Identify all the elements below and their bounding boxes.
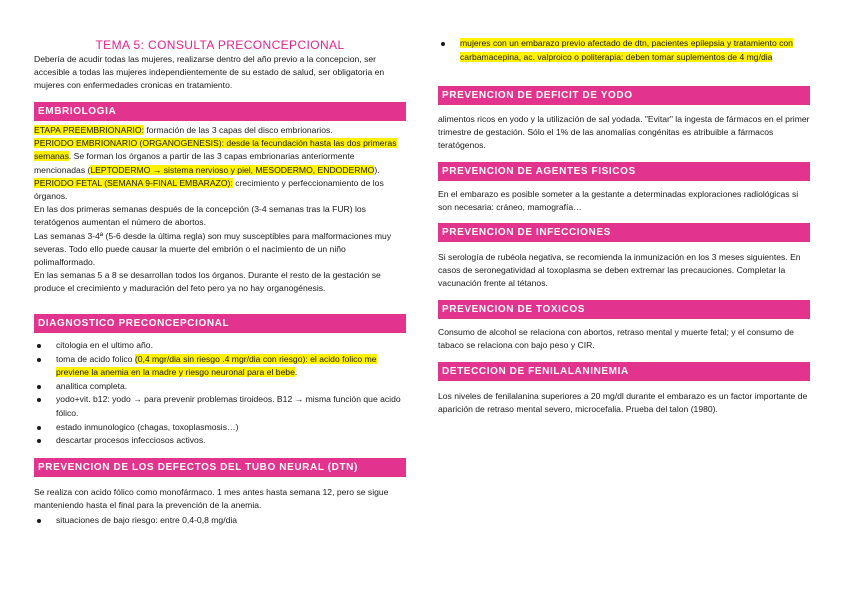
section-heading-fenilalaninemia: DETECCION DE FENILALANINEMIA [438,362,810,381]
list-item [438,37,810,64]
acido-folico-pre: toma de acido folico [56,353,135,364]
fenil-paragraph: Los niveles de fenilalanina superiores a 20 mg/dl durante el embarazo es un factor importante de aparición de retraso mental severo, microcefalia. Prueba del talon (1980). [438,391,808,415]
periodo-fetal [34,177,406,203]
dtn-list-left [34,514,406,528]
embriologia-content [34,124,406,296]
fisicos-paragraph: En el embarazo es posible someter a la gestante a determinadas exploraciones radiológicas si son necesaria: cráneo, mamografía… [438,189,799,213]
etapa-preembrionaria [34,124,406,137]
embriologia-paragraph-3: En las semanas 5 a 8 se desarrollan todos los órganos. Durante el resto de la gestación se produce el crecimiento y maduración del feto pero ya no hay organogénesis. [34,270,381,294]
dtn-list-right [438,37,810,64]
toxicos-text [438,326,810,352]
list-item: descartar procesos infecciosos activos. [34,434,406,448]
infecciones-paragraph: Si serología de rubéola negativa, se recomienda la inmunización en los 3 meses siguientes. En casos de seronegatividad al toxoplasma se deben extremar las precauciones. Completar la vacunación frente al tétanos. [438,252,801,289]
acido-folico-post: . [294,367,298,378]
etapa-preembrionaria-label: ETAPA PREEMBRIONARIO: [34,125,144,135]
toxicos-paragraph: Consumo de alcohol se relaciona con abortos, retraso mental y muerte fetal; y el consumo de tabaco se relaciona con bajo peso y CIR. [438,327,794,351]
section-heading-fisicos: PREVENCION DE AGENTES FISICOS [438,162,810,181]
section-heading-infecciones: PREVENCION DE INFECCIONES [438,223,810,242]
dtn-paragraph: Se realiza con acido fólico como monofármaco. 1 mes antes hasta semana 12, pero se sigue manteniendo hasta el final para la prevención de la anemia. [34,487,389,511]
dtn-riesgo-alto: mujeres con un embarazo previo afectado de dtn, pacientes epilepsia y tratamiento con carbamacepina, ac. valproico o politerapia: deben tomar suplementos de 4 mg/dia [460,38,793,62]
periodo-embrionario-text: . Se forman los órganos a partir de las 3 capas embrionarias anteriormente mencionadas ( [34,151,355,175]
list-item: situaciones de bajo riesgo: entre 0,4-0,8 mg/dia [34,514,406,528]
periodo-fetal-label: PERIODO FETAL (SEMANA 9-FINAL EMBARAZO): [34,177,233,188]
dtn-text [34,486,406,512]
diagnostico-list [34,339,406,448]
fisicos-text [438,188,810,214]
fenil-text [438,390,810,416]
periodo-embrionario-end: ). [374,164,380,175]
list-item: citologia en el ultimo año. [34,339,406,353]
list-item [34,353,406,380]
acido-folico-highlight: (0,4 mgr/dia sin riesgo .4 mgr/dia con riesgo): el acido folico me previene la anemia en la madre y riesgo neuronal para el bebe [56,353,377,378]
list-item: yodo+vit. b12: yodo → para prevenir problemas tiroideos. B12 → misma función que acido fólico. [34,393,406,420]
section-heading-dtn: PREVENCION DE LOS DEFECTOS DEL TUBO NEURAL (DTN) [34,458,406,477]
etapa-preembrionaria-text: formación de las 3 capas del disco embrionarios. [144,125,333,135]
section-heading-toxicos: PREVENCION DE TOXICOS [438,300,810,319]
section-heading-diagnostico: DIAGNOSTICO PRECONCEPCIONAL [34,314,406,333]
section-heading-yodo: PREVENCION DE DEFICIT DE YODO [438,86,810,105]
list-item: estado inmunologico (chagas, toxoplasmosis…) [34,421,406,435]
page-title: TEMA 5: CONSULTA PRECONCEPCIONAL [95,38,345,52]
yodo-text [438,113,810,153]
periodo-embrionario-label: PERIODO EMBRIONARIO (ORGANOGENESIS): desde la fecundación hasta las dos primeras semanas [34,138,397,162]
embriologia-paragraph-2: Las semanas 3-4ª (5-6 desde la última regla) son muy susceptibles para malformaciones muy severas. Todo ello puede causar la muerte del embrión o el nacimiento de un niño polimalformado. [34,230,392,268]
yodo-paragraph: alimentos ricos en yodo y la utilización de sal yodada. "Evitar" la ingesta de fármacos en el primer trimestre de gestación. Sólo el 1% de las anomalías congénitas es atribuible a fármacos teratógenos. [438,114,810,151]
periodo-fetal-text: crecimiento y perfeccionamiento de los órganos. [34,177,384,202]
intro-paragraph [34,53,406,93]
section-heading-embriologia: EMBRIOLOGIA [34,102,406,121]
capas-embrionarias: LEPTODERMO → sistema nervioso y piel, MESODERMO, ENDODERMO [90,164,375,175]
periodo-embrionario [34,137,406,177]
intro-text: Debería de acudir todas las mujeres, realizarse dentro del año previo a la concepcion, ser accesible a todas las mujeres independientemente de su estado de salud, ser obligatoria en mujeres con enfermedades cronicas en tratamiento. [34,54,385,91]
infecciones-text [438,251,810,291]
list-item: analitica completa. [34,380,406,394]
embriologia-paragraph-1: En las dos primeras semanas después de la concepción (3-4 semanas tras la FUR) los teratógenos aumentan el número de abortos. [34,204,366,228]
